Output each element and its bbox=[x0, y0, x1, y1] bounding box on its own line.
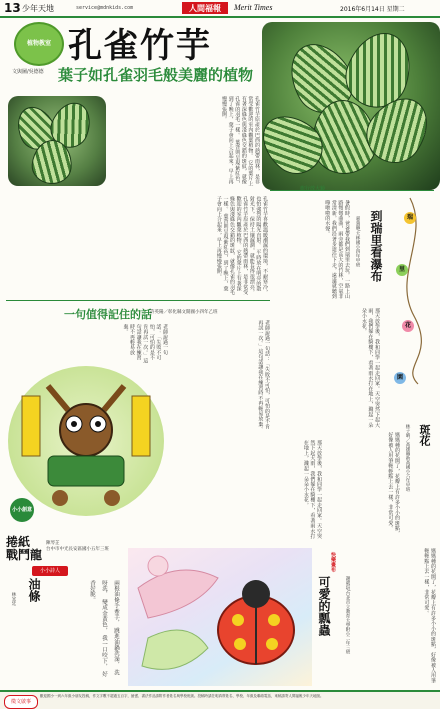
spots-title: 斑花 bbox=[418, 424, 431, 446]
quote-top-rule bbox=[6, 300, 270, 301]
travel-top-rule bbox=[270, 190, 434, 191]
badge-label: 植物教室 bbox=[26, 40, 51, 47]
travel-bead-3: 花 bbox=[402, 320, 414, 332]
poem-title: 油條 bbox=[27, 578, 41, 602]
quote-byline: 許英陽／彰化縣文開國小四年乙班 bbox=[150, 310, 218, 315]
ladybug-painting bbox=[128, 548, 312, 686]
feature-body-lower: 孔雀竹芋喜歡溫暖潮濕的環境，不耐寒冷，也怕強烈的陽光直射。 平時放在明亮的散射光下，保持土壤濕潤，就能長得很漂亮。 孔雀竹芋原產於巴西的熱帶雨林，是非常受歡迎的室內觀葉植物。 它的葉片上有著深綠色與淺綠色交錯的斑紋，就像孔雀的羽毛一樣。 葉背則呈現紫紅色，到了晚上，葉子會向上合起來，早上再慢慢張開。 bbox=[215, 196, 268, 295]
quote-body-left: 老師說過一句話：「失敗不可怕，可怕的是不肯再試一次。」這句話讓我在練習時不再輕易放棄。 bbox=[122, 324, 168, 364]
travel-bead-1: 瑞 bbox=[404, 212, 416, 224]
quilling-dragon-illustration bbox=[8, 366, 164, 516]
travel-bead-4: 園 bbox=[394, 372, 406, 384]
story-body: 那天放學後，我和同學一起走回家。天空突然下起大雨，我們躲在騎樓下，看著雨水打在地上，濺起一朵朵小水花。 bbox=[360, 308, 380, 428]
travel-body: 暑假時，爸爸帶我們到瑞里去玩。一路上山路彎彎曲曲，兩旁都是高大的竹林，空氣非常清新。我們沿著步道往下走，遠遠就聽到嘩啦啦的水聲。 bbox=[324, 200, 350, 299]
travel-banner: 旅行放大鏡 bbox=[300, 186, 326, 192]
issue-date: 2016年6月14日 星期二 bbox=[340, 6, 405, 13]
spots-byline: 林子晴／高雄縣新高國小六年甲班 bbox=[405, 424, 410, 492]
newspaper-logo: 人間福報 bbox=[182, 2, 228, 14]
painting-banner: 快樂畫布 bbox=[330, 552, 336, 572]
little-poet-tag: 小小詩人 bbox=[32, 566, 68, 576]
feature-title: 孔雀竹芋 bbox=[68, 26, 212, 66]
section-name: 少年天地 bbox=[22, 4, 54, 13]
page-header bbox=[0, 0, 440, 18]
travel-title: 到瑞里看瀑布 bbox=[369, 210, 383, 282]
brand-name: Merit Times bbox=[234, 3, 273, 12]
calathea-photo-large bbox=[262, 22, 440, 190]
calathea-photo-small bbox=[8, 96, 106, 186]
travel-bead-string bbox=[390, 196, 436, 386]
feature-author: 文與圖/吳德德 bbox=[12, 69, 44, 75]
spots-body: 媽媽種的花開了，花瓣上有許多小小的斑點，好像被人用筆輕輕點上去一樣，非常可愛。 bbox=[387, 432, 400, 536]
ladybug-illustration bbox=[128, 548, 312, 686]
submission-notice-tag: 徵文啟事 bbox=[4, 695, 38, 709]
craft-tag: 小小創意 bbox=[10, 498, 34, 522]
submission-notice-text: 歡迎國小一到六年級小朋友投稿，作文字數不超過五百字，繪畫、書法作品請附作者姓名與學校班級。投稿時請註明真實姓名、學校、年級及聯絡電話，來稿請寄人間福報少年天地版。 bbox=[40, 694, 324, 698]
page-number: 13 bbox=[4, 1, 21, 15]
painting-title: 可愛的瓢蟲 bbox=[317, 576, 331, 636]
plant-class-badge bbox=[14, 22, 64, 66]
poem-author: 林宜廷 bbox=[11, 592, 16, 606]
travel-bead-2: 里 bbox=[396, 264, 408, 276]
craft-title: 捲紙 戰鬥龍 bbox=[6, 535, 43, 562]
poem-body: 兩根油條手牽手， 跳進油鍋洗澡， 洗呀洗， 變成金黃色， 我一口咬下， 好香好脆。 bbox=[89, 580, 119, 678]
feature-body-upper: 孔雀竹芋原產於巴西的熱帶雨林，是非常受歡迎的室內觀葉植物。 它的葉片上有著深綠色與淺綠色交錯的斑紋，就像孔雀的羽毛一樣。 葉背則呈現紫紅色，到了晚上，葉子會向上合起來，早上再慢慢張開。 bbox=[221, 96, 260, 187]
story-body-lower: 那天放學後，我和同學一起走回家。天空突然下起大雨，我們躲在騎樓下，看著雨水打在地上，濺起一朵朵小水花。 bbox=[302, 440, 322, 539]
paper-quilling-craft bbox=[8, 366, 164, 516]
travel-byline: 嘉義縣/大林國小四年甲班 bbox=[355, 216, 360, 268]
page-footer bbox=[0, 690, 440, 709]
right-bottom-body: 媽媽種的花開了，花瓣上有許多小小的斑點，好像被人用筆輕輕點上去一樣，非常可愛。 bbox=[423, 548, 436, 684]
contact-url: service@mdnkids.com bbox=[76, 5, 134, 11]
quote-title: 一句值得記住的話 bbox=[64, 308, 152, 321]
craft-author: 陳琴芷 台中市中光長安區國小五年三班 bbox=[46, 541, 109, 552]
painting-byline: 謝葳瑄/台北市立教育大學附小二年三班 bbox=[345, 576, 350, 655]
feature-subtitle: 葉子如孔雀羽毛般美麗的植物 bbox=[58, 66, 254, 84]
quote-body-right: 老師說過一句話：「失敗不可怕，可怕的是不肯再試一次。」這句話讓我在練習時不再輕易放棄。 bbox=[257, 320, 270, 432]
